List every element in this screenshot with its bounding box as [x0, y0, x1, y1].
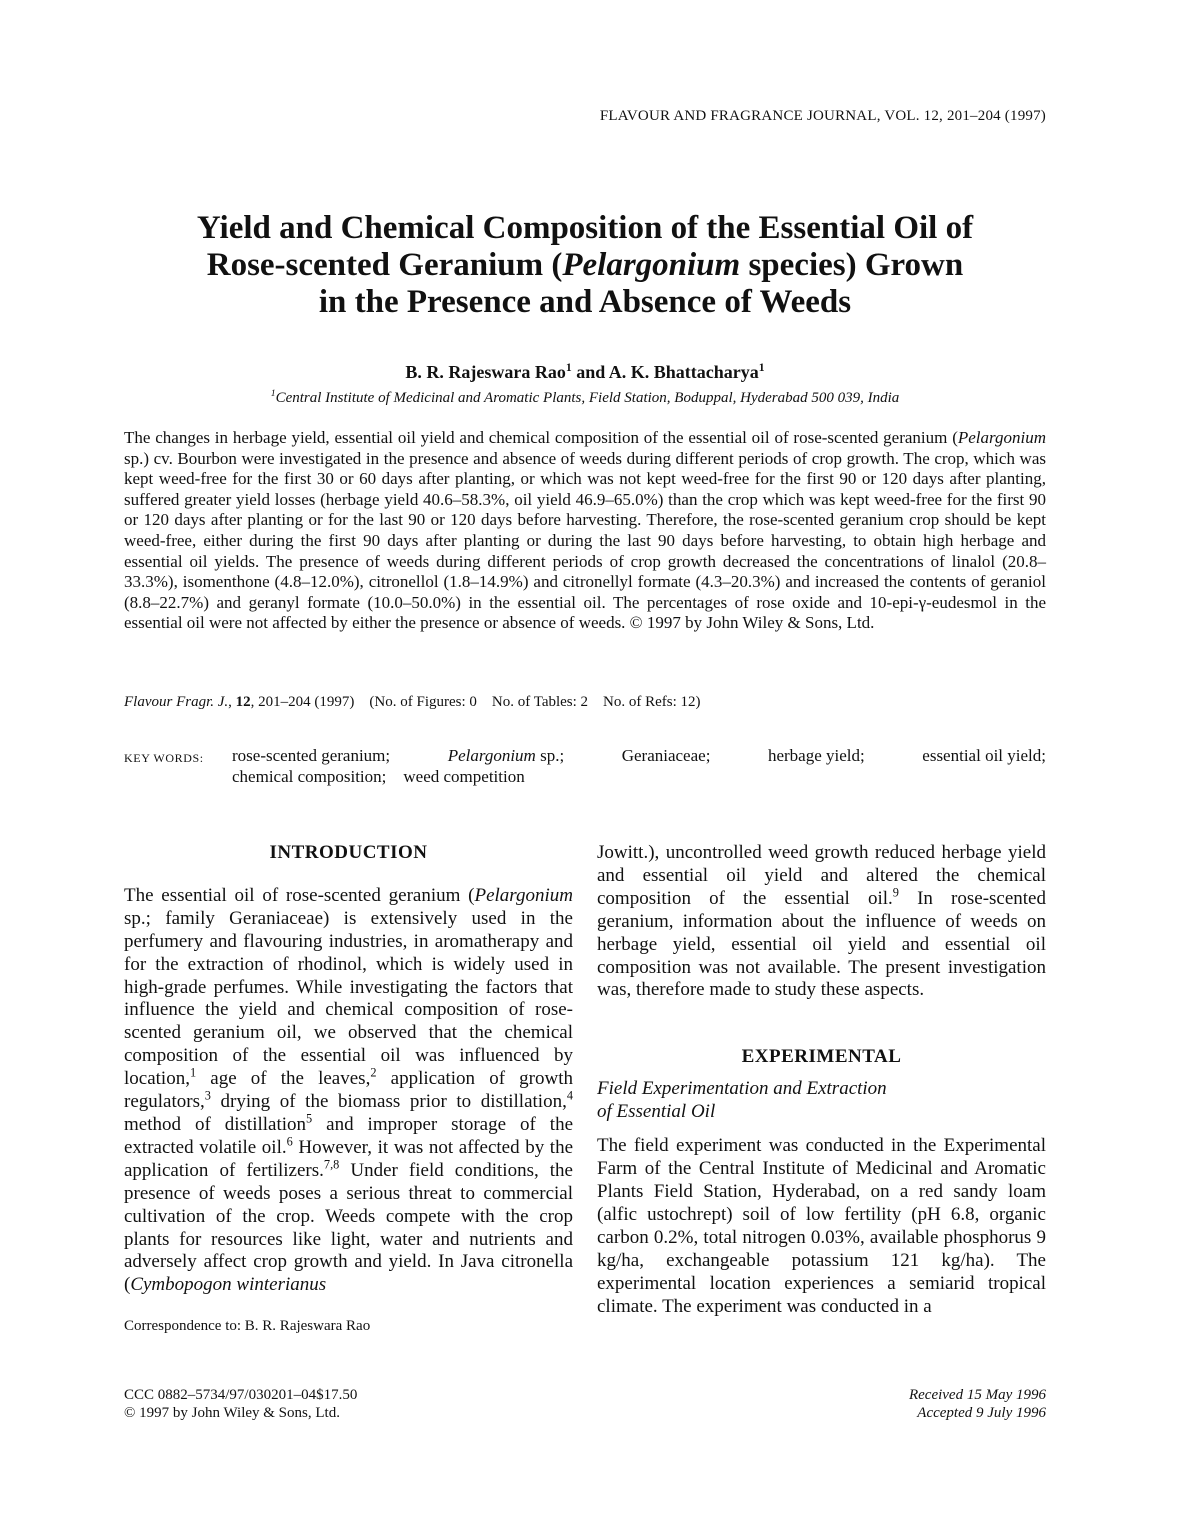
abstract: The changes in herbage yield, essential oil yield and chemical composition of the essential oil of rose-scented geranium (Pelargonium sp.) cv. Bourbon were investigated in the presence and absence of weeds during different periods of crop growth. The crop, which was kept weed-free for the first 30 or 60 days after planting, or which was not kept weed-free for the first 90 or 120 days after planting, suffered greater yield losses (herbage yield 40.6–58.3%, oil yield 46.9–65.0%) than the crop which was kept weed-free for the first 90 or 120 days after planting or for the last 90 or 120 days before harvesting. Therefore, the rose-scented geranium crop should be kept weed-free, either during the first 90 days after planting or during the last 90 days before harvesting, to obtain high herbage and essential oil yields. The presence of weeds during different periods of crop growth decreased the concentrations of linalol (20.8–33.3%), isomenthone (4.8–12.0%), citronellol (1.8–14.9%) and citronellyl formate (4.3–20.3%) and increased the contents of geraniol (8.8–22.7%) and geranyl formate (10.0–50.0%) in the essential oil. The percentages of rose oxide and 10-epi-γ-eudesmol in the essential oil were not affected by either the presence or absence of weeds. © 1997 by John Wiley & Sons, Ltd.: [124, 428, 1046, 633]
keyword: herbage yield;: [767, 746, 865, 765]
keyword: Geraniaceae;: [621, 746, 711, 765]
section-heading-introduction: INTRODUCTION: [269, 842, 428, 863]
journal-running-header: FLAVOUR AND FRAGRANCE JOURNAL, VOL. 12, 201–204 (1997): [599, 108, 1046, 124]
received-date: Received 15 May 1996: [908, 1387, 1046, 1403]
ccc-code: CCC 0882–5734/97/030201–04$17.50: [124, 1387, 358, 1403]
keywords-label: KEY WORDS:: [124, 751, 204, 765]
correspondence-note: Correspondence to: B. R. Rajeswara Rao: [124, 1318, 371, 1334]
left-column: [124, 842, 573, 1297]
introduction-paragraph: The essential oil of rose-scented geranium (Pelargonium sp.; family Geraniaceae) is extensively used in the perfumery and flavouring industries, in aromatherapy and for the extraction of rhodinol, which is widely used in high-grade perfumes. While investigating the factors that influence the yield and chemical composition of rose-scented geranium oil, we observed that the chemical composition of the essential oil was influenced by location,$^1$ age of the leaves,$^2$ application of growth regulators,$^3$ drying of the biomass prior to distillation,$^4$ method of distillation$^5$ and improper storage of the extracted volatile oil.$^6$ However, it was not affected by the application of fertilizers.$^{7,8}$ Under field conditions, the presence of weeds poses a serious threat to commercial cultivation of the crop. Weeds compete with the crop plants for resources like light, water and nutrients and adversely affect crop growth and yield. In Java citronella (Cymbopogon winterianus: [124, 884, 574, 1296]
footer-copyright: [124, 1386, 357, 1422]
author-2: A. K. Bhattacharya: [608, 362, 759, 382]
title-line-1: Yield and Chemical Composition of the Essential Oil of: [196, 210, 974, 246]
keywords: [124, 745, 1046, 787]
keyword: Pelargonium sp.;: [447, 746, 565, 765]
copyright-line: © 1997 by John Wiley & Sons, Ltd.: [124, 1405, 340, 1421]
footer-dates: [800, 1386, 1046, 1422]
experimental-paragraph: The field experiment was conducted in the Experimental Farm of the Central Institute of Medicinal and Aromatic Plants Field Station, Hyderabad, on a red sandy loam (alfic ustochrept) soil of low fertility (pH 6.8, organic carbon 0.2%, total nitrogen 0.03%, available phosphorus 9 kg/ha, exchangeable potassium 121 kg/ha). The experimental location experiences a semiarid tropical climate. The experiment was conducted in a: [597, 1135, 1046, 1317]
section-heading-experimental: EXPERIMENTAL: [741, 1046, 902, 1068]
keyword: chemical composition;: [232, 767, 387, 786]
keyword: essential oil yield;: [922, 746, 1046, 765]
subsection-heading: Field Experimentation and Extraction of Essential Oil: [597, 1078, 887, 1123]
keyword: weed competition: [403, 767, 525, 786]
introduction-paragraph-continued: Jowitt.), uncontrolled weed growth reduced herbage yield and essential oil yield and altered the chemical composition of the essential oil.$^9$ In rose-scented geranium, information about the influence of weeds on herbage yield, essential oil yield and essential oil composition was not available. The present investigation was, therefore made to study these aspects.: [597, 842, 1046, 1001]
author-list: B. R. Rajeswara Rao$^1$ and A. K. Bhattacharya$^1$: [405, 361, 765, 382]
keyword: rose-scented geranium;: [232, 746, 391, 765]
title-line-2: Rose-scented Geranium (Pelargonium species) Grown: [206, 247, 964, 283]
article-title: [124, 210, 1046, 321]
citation-line: Flavour Fragr. J., 12, 201–204 (1997) (No. of Figures: 0 No. of Tables: 2 No. of Refs: 12): [124, 694, 701, 710]
title-genus: Pelargonium: [562, 247, 741, 283]
keywords-list: [232, 745, 1046, 787]
accepted-date: Accepted 9 July 1996: [917, 1405, 1046, 1421]
author-1: B. R. Rajeswara Rao: [405, 362, 566, 382]
right-column: [597, 842, 1046, 1319]
affiliation: $^1$Central Institute of Medicinal and Aromatic Plants, Field Station, Boduppal, Hyderabad 500 039, India: [270, 388, 900, 406]
title-line-3: in the Presence and Absence of Weeds: [318, 284, 852, 320]
